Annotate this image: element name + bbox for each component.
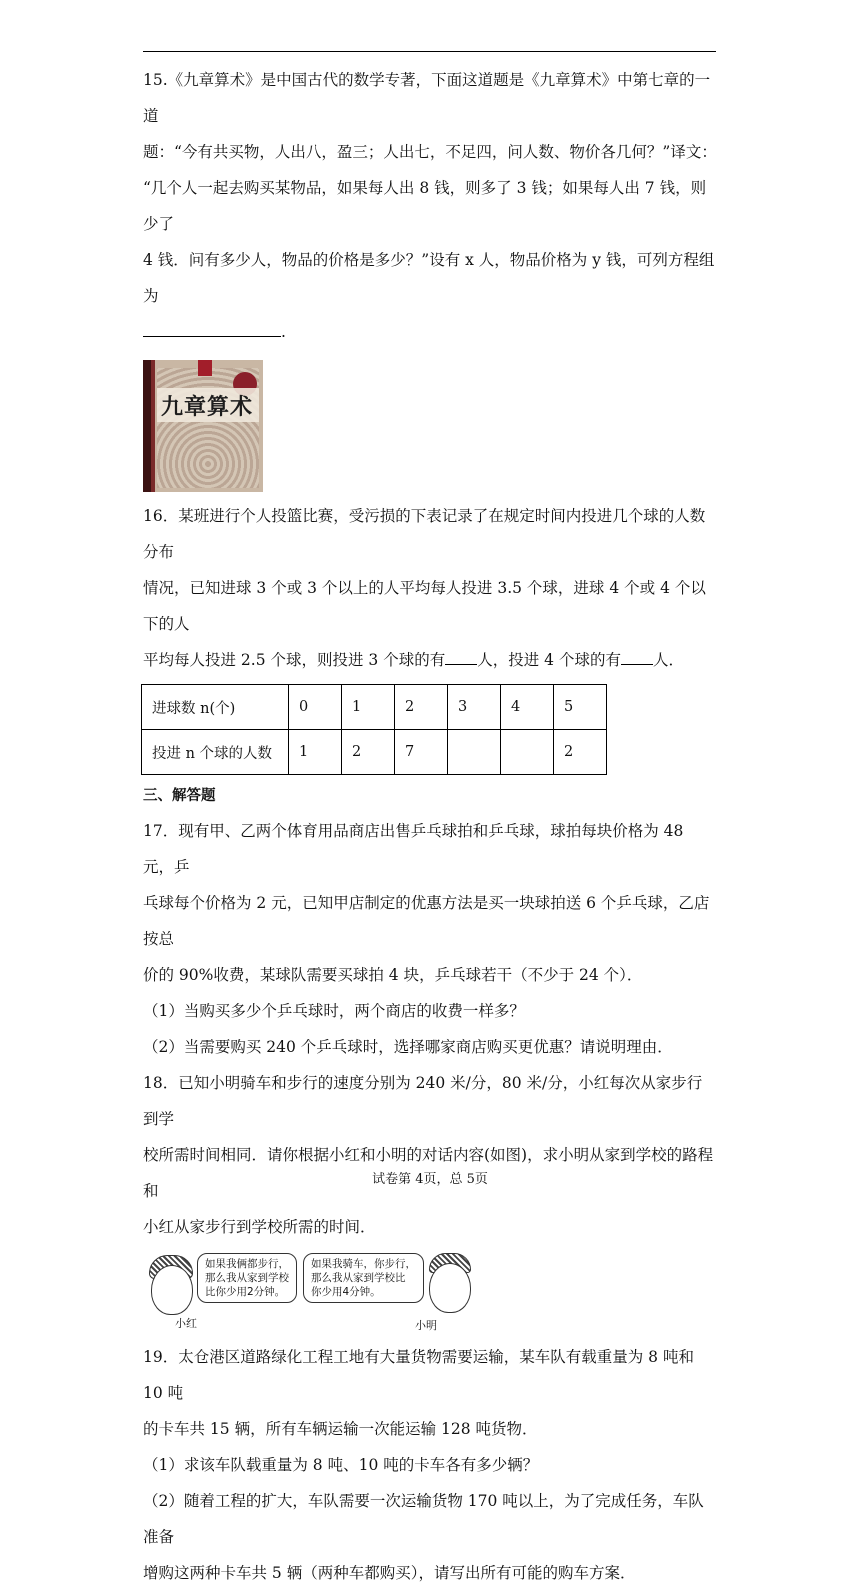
table-cell — [501, 730, 554, 775]
girl-face-icon — [151, 1265, 193, 1315]
q19-sub-2a: （2）随着工程的扩大，车队需要一次运输货物 170 吨以上，为了完成任务，车队准备 — [143, 1492, 704, 1546]
speech-bubble-right: 如果我骑车，你步行， 那么我从家到学校比 你少用4分钟。 — [303, 1253, 424, 1303]
table-cell: 7 — [395, 730, 448, 775]
table-row-header: 投进 n 个球的人数 — [142, 730, 289, 775]
q16-line-2: 情况，已知进球 3 个或 3 个以上的人平均每人投进 3.5 个球，进球 4 个或 4 个以下的人 — [143, 579, 706, 633]
q17-line-3: 价的 90%收费，某球队需要买球拍 4 块，乒乓球若干（不少于 24 个）． — [143, 966, 643, 984]
speech-bubble-left: 如果我俩都步行， 那么我从家到学校 比你少用2分钟。 — [197, 1253, 297, 1303]
table-cell: 2 — [395, 685, 448, 730]
q18-line-3: 小红从家步行到学校所需的时间． — [143, 1218, 376, 1236]
table-cell: 4 — [501, 685, 554, 730]
q18-line-1: 18．已知小明骑车和步行的速度分别为 240 米/分，80 米/分，小红每次从家步行到学 — [143, 1074, 703, 1128]
table-cell — [448, 730, 501, 775]
q19-line-2: 的卡车共 15 辆，所有车辆运输一次能运输 128 吨货物． — [143, 1420, 538, 1438]
q19-line-1: 19．太仓港区道路绿化工程工地有大量货物需要运输，某车队有载重量为 8 吨和 10 吨 — [143, 1348, 694, 1402]
score-distribution-table — [141, 684, 607, 775]
q17-sub-1: （1）当购买多少个乒乓球时，两个商店的收费一样多？ — [143, 1002, 525, 1020]
page-footer: 试卷第 4页，总 5页 — [372, 1172, 488, 1187]
section-heading: 三、解答题 — [143, 788, 216, 804]
table-cell: 2 — [554, 730, 607, 775]
table-cell: 5 — [554, 685, 607, 730]
q16-line-3: 平均每人投进 2.5 个球，则投进 3 个球的有 人，投进 4 个球的有 人． — [143, 651, 684, 669]
q15-line-2: 题：“今有共买物，人出八，盈三；人出七，不足四，问人数、物价各几何？”译文： — [143, 143, 717, 161]
dialogue-illustration — [143, 1251, 475, 1333]
q19-sub-1: （1）求该车队载重量为 8 吨、10 吨的卡车各有多少辆？ — [143, 1456, 539, 1474]
table-row — [142, 685, 607, 730]
q15-answer-line — [143, 314, 717, 350]
name-label-xiaoming: 小明 — [415, 1319, 437, 1332]
q15-line-3: “几个人一起去购买某物品，如果每人出 8 钱，则多了 3 钱；如果每人出 7 钱，则少了 — [143, 179, 707, 233]
q17-line-1: 17．现有甲、乙两个体育用品商店出售乒乓球拍和乒乓球，球拍每块价格为 48 元，乒 — [143, 822, 684, 876]
table-row-header: 进球数 n(个) — [142, 685, 289, 730]
q18-line-2: 校所需时间相同．请你根据小红和小明的对话内容(如图)，求小明从家到学校的路程和 — [143, 1146, 714, 1200]
table-cell: 2 — [342, 730, 395, 775]
page-content — [143, 62, 717, 1591]
book-cover-image — [143, 360, 263, 492]
table-cell: 3 — [448, 685, 501, 730]
q15-end-mark: . — [281, 323, 286, 341]
q15-answer-blank — [143, 320, 281, 337]
question-17 — [143, 813, 717, 1065]
q16-line-1: 16．某班进行个人投篮比赛，受污损的下表记录了在规定时间内投进几个球的人数分布 — [143, 507, 706, 561]
question-15 — [143, 62, 717, 492]
question-18 — [143, 1065, 717, 1333]
header-rule — [143, 51, 716, 52]
table-row — [142, 730, 607, 775]
boy-face-icon — [429, 1263, 471, 1313]
q15-line-4: 4 钱．问有多少人，物品的价格是多少？”设有 x 人，物品价格为 y 钱，可列方程组为 — [143, 251, 715, 305]
book-cover-title: 九章算术 — [161, 394, 254, 420]
q17-sub-2: （2）当需要购买 240 个乒乓球时，选择哪家商店购买更优惠？请说明理由． — [143, 1038, 673, 1056]
table-cell: 1 — [342, 685, 395, 730]
q15-line-1: 15.《九章算术》是中国古代的数学专著，下面这道题是《九章算术》中第七章的一道 — [143, 71, 711, 125]
question-19 — [143, 1339, 717, 1591]
q17-line-2: 乓球每个价格为 2 元，已知甲店制定的优惠方法是买一块球拍送 6 个乒乓球，乙店按总 — [143, 894, 710, 948]
q16-blank-2 — [621, 650, 653, 665]
table-cell: 1 — [289, 730, 342, 775]
question-16 — [143, 498, 717, 775]
table-cell: 0 — [289, 685, 342, 730]
q19-sub-2b: 增购这两种卡车共 5 辆（两种车都购买），请写出所有可能的购车方案． — [143, 1564, 636, 1582]
name-label-xiaohong: 小红 — [175, 1317, 197, 1330]
q16-blank-1 — [445, 650, 477, 665]
